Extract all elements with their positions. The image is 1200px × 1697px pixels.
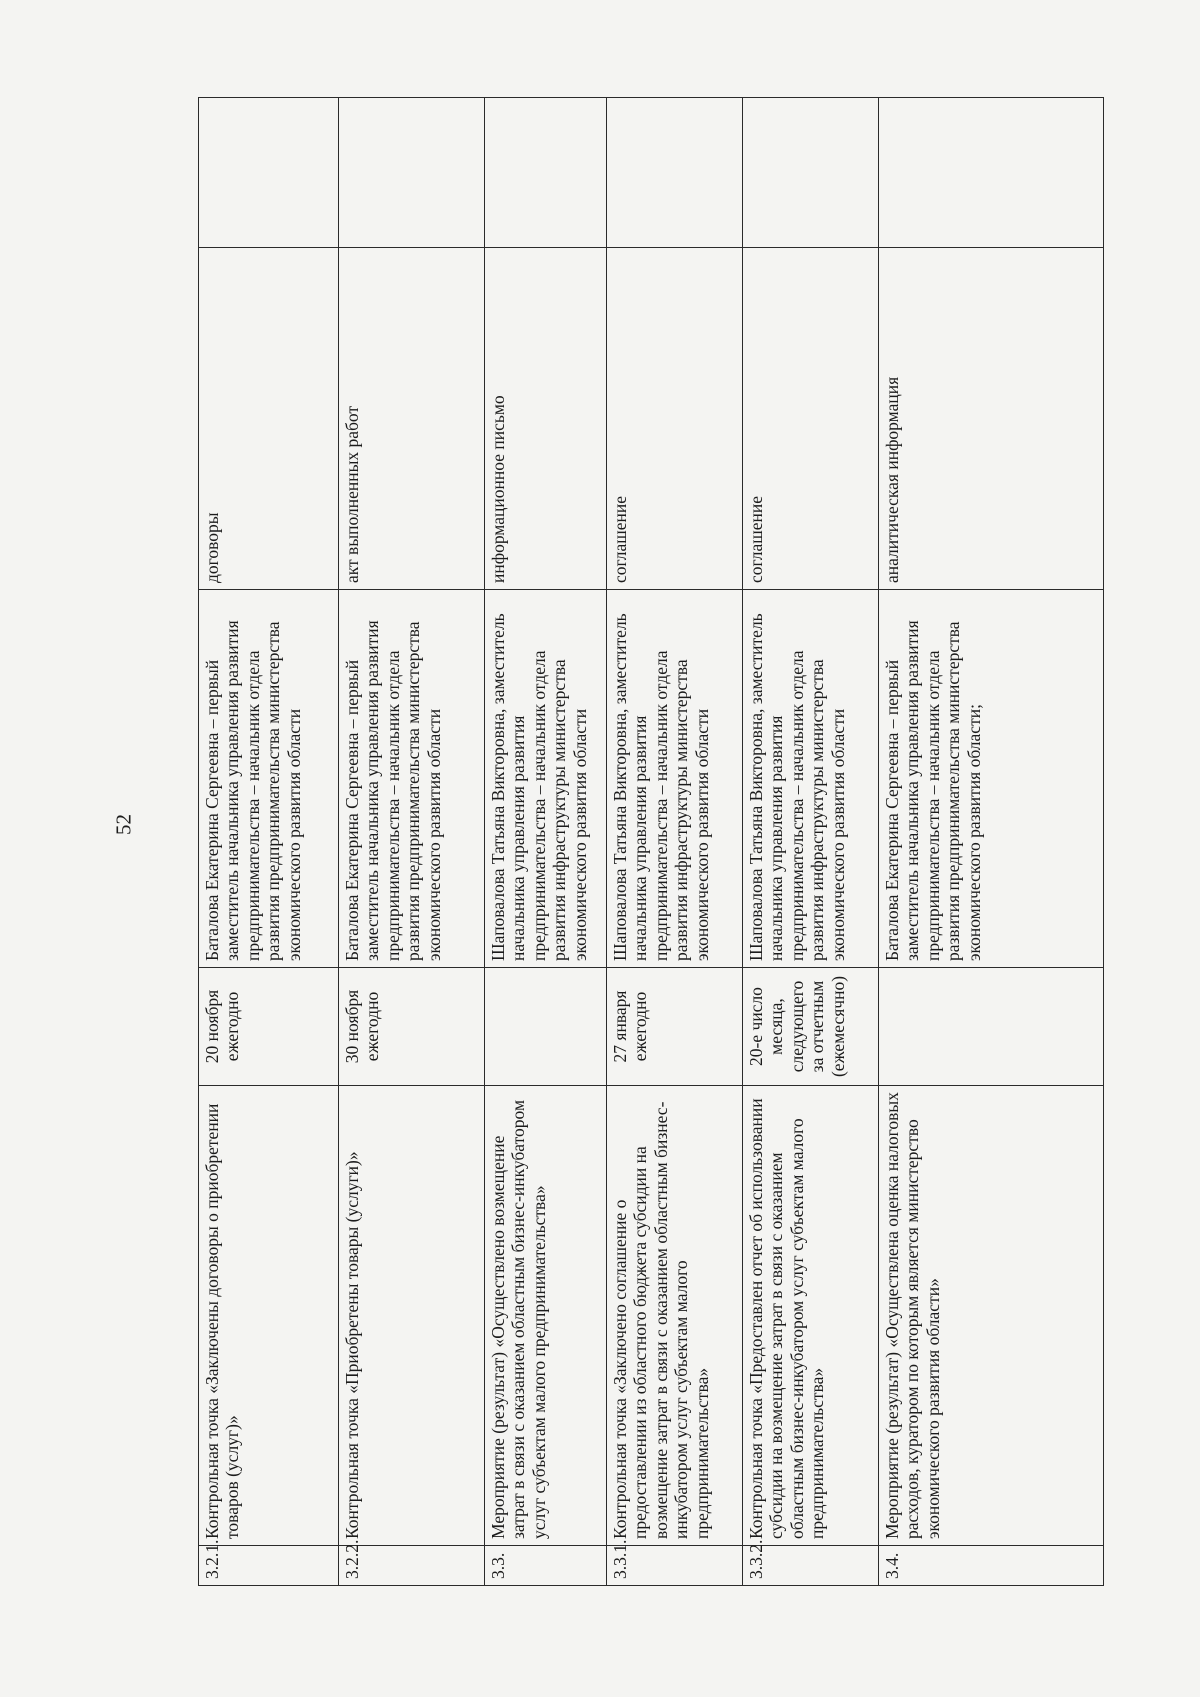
row-number-cell: 3.2.1. xyxy=(199,1546,339,1586)
responsible-cell: Шаповалова Татьяна Викторовна, заместитель начальника управления развития предпринимательства – начальник отдела развития инфраструктуры министерства экономического развития области xyxy=(743,590,879,968)
responsible-cell: Шаповалова Татьяна Викторовна, заместитель начальника управления развития предпринимательства – начальник отдела развития инфраструктуры министерства экономического развития области xyxy=(485,590,607,968)
extra-cell xyxy=(607,98,743,248)
table-row xyxy=(485,98,607,1586)
table-row xyxy=(339,98,485,1586)
extra-cell xyxy=(879,98,1104,248)
row-number-cell: 3.3. xyxy=(485,1546,607,1586)
document-cell: информационное письмо xyxy=(485,248,607,590)
extra-cell xyxy=(339,98,485,248)
row-number-cell: 3.2.2. xyxy=(339,1546,485,1586)
document-cell: договоры xyxy=(199,248,339,590)
extra-cell xyxy=(199,98,339,248)
event-cell: Мероприятие (результат) «Осуществлено возмещение затрат в связи с оказанием областным бизнес-инкубатором услуг субъектам малого предпринимательства» xyxy=(485,1086,607,1546)
responsible-cell: Баталова Екатерина Сергеевна – первый заместитель начальника управления развития предпринимательства – начальник отдела развития предпринимательства министерства экономического развития области xyxy=(199,590,339,968)
document-cell: аналитическая информация xyxy=(879,248,1104,590)
document-cell: соглашение xyxy=(743,248,879,590)
table-row xyxy=(607,98,743,1586)
extra-cell xyxy=(743,98,879,248)
plan-table-frame xyxy=(198,98,1104,1586)
row-number-cell: 3.3.2. xyxy=(743,1546,879,1586)
deadline-cell xyxy=(485,968,607,1086)
event-cell: Контрольная точка «Предоставлен отчет об использовании субсидии на возмещение затрат в связи с оказанием областным бизнес-инкубатором услуг субъектам малого предпринимательства» xyxy=(743,1086,879,1546)
table-row xyxy=(879,98,1104,1586)
implementation-plan-table xyxy=(198,97,1104,1586)
table-row xyxy=(199,98,339,1586)
deadline-cell: 30 ноября ежегодно xyxy=(339,968,485,1086)
row-number-cell: 3.3.1. xyxy=(607,1546,743,1586)
event-cell: Контрольная точка «Заключены договоры о приобретении товаров (услуг)» xyxy=(199,1086,339,1546)
deadline-cell: 20-е число месяца, следующего за отчетным (ежемесячно) xyxy=(743,968,879,1086)
event-cell: Контрольная точка «Приобретены товары (услуги)» xyxy=(339,1086,485,1546)
responsible-cell: Баталова Екатерина Сергеевна – первый заместитель начальника управления развития предпринимательства – начальник отдела развития предпринимательства министерства экономического развития области xyxy=(339,590,485,968)
deadline-cell xyxy=(879,968,1104,1086)
deadline-cell: 27 января ежегодно xyxy=(607,968,743,1086)
row-number-cell: 3.4. xyxy=(879,1546,1104,1586)
document-cell: акт выполненных работ xyxy=(339,248,485,590)
document-cell: соглашение xyxy=(607,248,743,590)
extra-cell xyxy=(485,98,607,248)
event-cell: Контрольная точка «Заключено соглашение о предоставлении из областного бюджета субсидии на возмещение затрат в связи с оказанием областным бизнес-инкубатором услуг субъектам малого предпринимательства» xyxy=(607,1086,743,1546)
deadline-cell: 20 ноября ежегодно xyxy=(199,968,339,1086)
event-cell: Мероприятие (результат) «Осуществлена оценка налоговых расходов, куратором по которым является министерство экономического развития области» xyxy=(879,1086,1104,1546)
table-row xyxy=(743,98,879,1586)
responsible-cell: Шаповалова Татьяна Викторовна, заместитель начальника управления развития предпринимательства – начальник отдела развития инфраструктуры министерства экономического развития области xyxy=(607,590,743,968)
page-number: 52 xyxy=(111,814,136,835)
responsible-cell: Баталова Екатерина Сергеевна – первый заместитель начальника управления развития предпринимательства – начальник отдела развития предпринимательства министерства экономического развития области; xyxy=(879,590,1104,968)
plan-table-rotor xyxy=(198,98,1104,1586)
